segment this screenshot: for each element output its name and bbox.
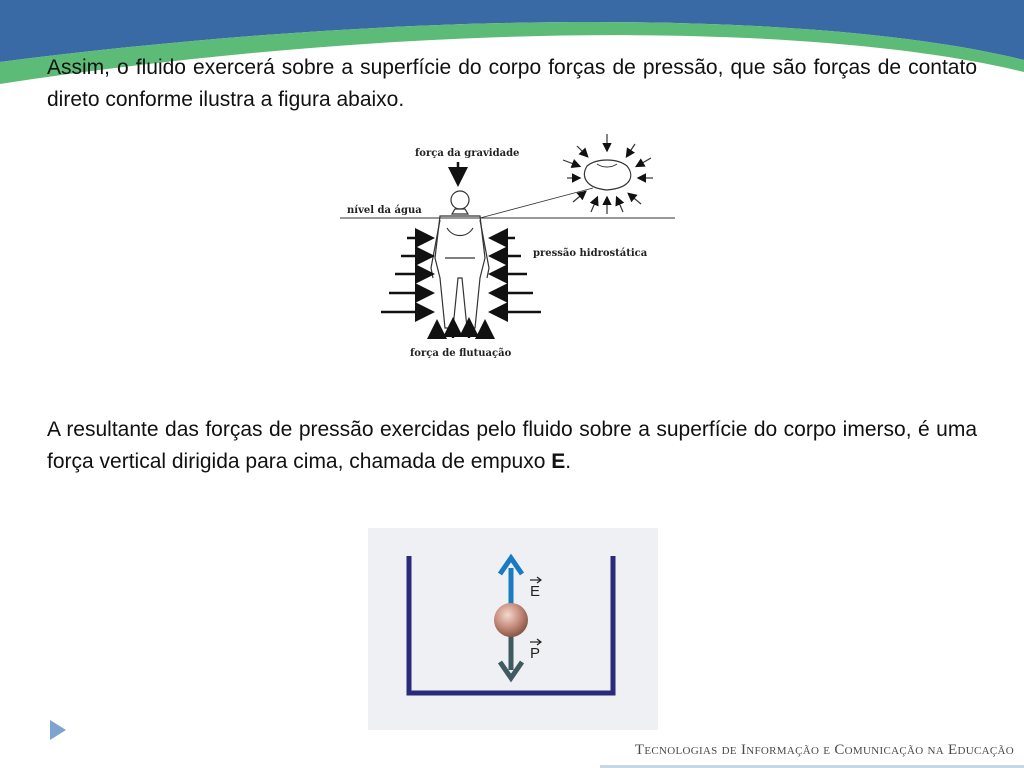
immersed-sphere	[494, 603, 528, 637]
buoyant-force-label: E	[530, 583, 541, 600]
left-pressure-arrows	[381, 238, 430, 312]
hydrostatic-pressure-figure	[335, 128, 680, 368]
footer-title-text: Tecnologias de Informação e Comunicação na Educação	[634, 742, 1014, 758]
buoyancy-paragraph	[47, 414, 977, 478]
intro-paragraph: Assim, o fluido exercerá sobre a superfície do corpo forças de pressão, que são forças de contato direto conforme ilustra a figura abaixo.	[47, 56, 977, 111]
buoyancy-paragraph-text: A resultante das forças de pressão exercidas pelo fluido sobre a superfície do corpo imerso, é uma força vertical dirigida para cima, chamada de empuxo	[47, 418, 977, 473]
hydrostatic-label: pressão hidrostática	[533, 248, 648, 259]
buoyancy-weight-figure	[368, 528, 658, 730]
buoyancy-paragraph-end: .	[565, 450, 572, 473]
footer-title	[635, 742, 1014, 764]
triangle-right-icon[interactable]	[49, 719, 67, 741]
zoom-guide-line	[480, 188, 593, 218]
human-body-figure	[431, 191, 489, 328]
buoyancy-label: força de flutuação	[410, 348, 512, 359]
weight-label: P	[530, 645, 541, 662]
water-level-label: nível da água	[347, 205, 422, 216]
gravity-label: força da gravidade	[415, 148, 520, 159]
buoyancy-symbol: E	[551, 450, 566, 473]
pressure-inset-diagram	[563, 134, 653, 214]
